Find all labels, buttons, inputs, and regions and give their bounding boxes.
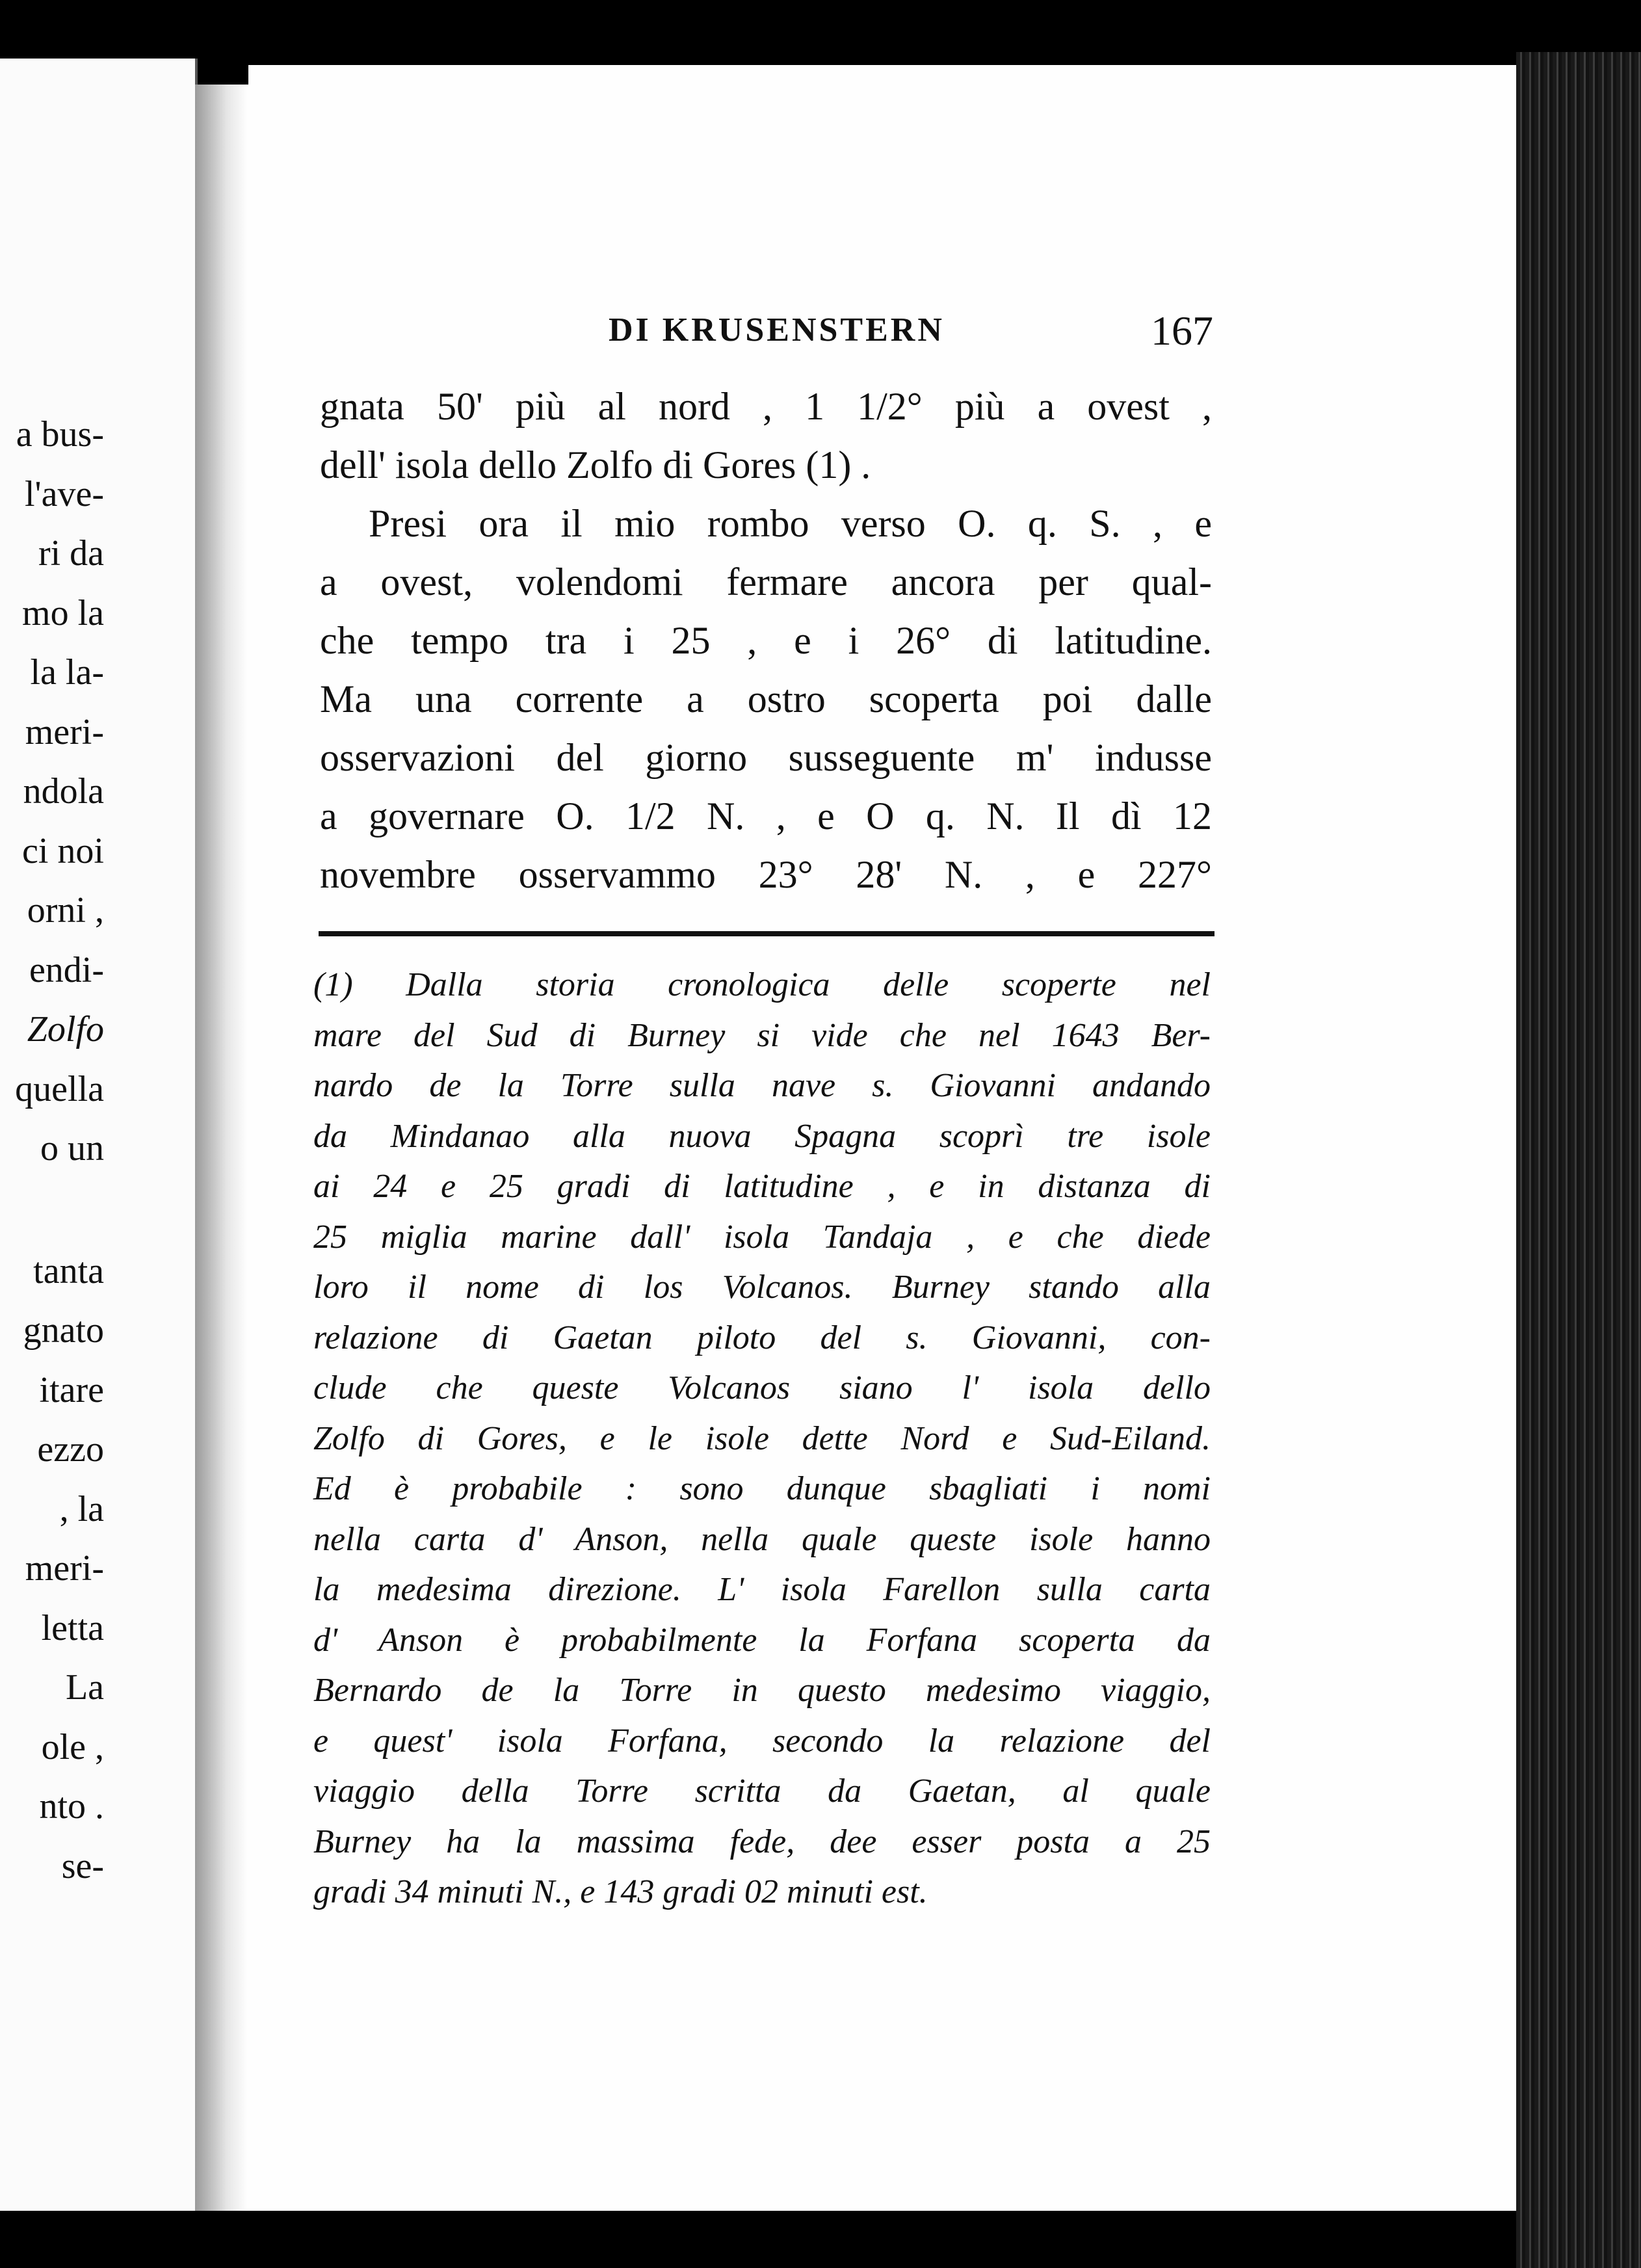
left-line: La (65, 1667, 104, 1708)
footnote-line: Burney ha la massima fede, dee esser posta a 25 (313, 1823, 1211, 1860)
footnote-line: relazione di Gaetan piloto del s. Giovanni, con- (313, 1319, 1211, 1356)
text-line: dell' isola dello Zolfo di Gores (1) . (320, 443, 871, 486)
footnote-line: Ed è probabile : sono dunque sbagliati i nomi (313, 1470, 1211, 1507)
footnote-line: d' Anson è probabilmente la Forfana scoperta da (313, 1621, 1211, 1659)
left-line: ndola (23, 771, 104, 811)
footnote-line: Zolfo di Gores, e le isole dette Nord e Sud-Eiland. (313, 1419, 1211, 1457)
left-line: endi- (29, 950, 104, 990)
left-line: ci noi (22, 831, 104, 871)
footnote-line: viaggio della Torre scritta da Gaetan, al quale (313, 1773, 1211, 1810)
left-line: o un (40, 1128, 104, 1168)
left-line: ri da (38, 533, 104, 574)
book-gutter (195, 85, 248, 2211)
left-line: tanta (33, 1251, 104, 1291)
footnote-line: 25 miglia marine dall' isola Tandaja , e che diede (313, 1218, 1211, 1256)
left-line: orni , (27, 890, 104, 930)
footnote-line: gradi 34 minuti N., e 143 gradi 02 minuti est. (313, 1873, 928, 1910)
left-line: se- (61, 1846, 104, 1886)
footnote-line: loro il nome di los Volcanos. Burney stando alla (313, 1269, 1211, 1306)
page-number: 167 (1151, 308, 1213, 354)
left-line: gnato (23, 1310, 104, 1351)
text-line: che tempo tra i 25 , e i 26° di latitudine. (320, 619, 1212, 662)
footnote-line: mare del Sud di Burney si vide che nel 1643 Ber- (313, 1016, 1211, 1054)
left-line: mo la (22, 593, 104, 633)
footnote-line: la medesima direzione. L' isola Farellon sulla carta (313, 1571, 1211, 1608)
left-line: nto . (39, 1786, 104, 1826)
left-line: meri- (25, 1548, 104, 1589)
footnote-line: nardo de la Torre sulla nave s. Giovanni andando (313, 1067, 1211, 1104)
footnote (313, 960, 1211, 1918)
left-line: meri- (25, 712, 104, 752)
running-title: DI KRUSENSTERN (609, 311, 945, 349)
left-line: quella (15, 1069, 104, 1109)
left-line: Zolfo (27, 1009, 104, 1049)
page-edges (1516, 52, 1641, 2268)
main-text (320, 377, 1212, 904)
text-line: Presi ora il mio rombo verso O. q. S. , e (369, 502, 1212, 545)
left-line: ezzo (37, 1429, 104, 1470)
text-line: Ma una corrente a ostro scoperta poi dalle (320, 678, 1212, 720)
footnote-line: Bernardo de la Torre in questo medesimo viaggio, (313, 1672, 1211, 1709)
footnote-rule (319, 931, 1214, 936)
left-line: letta (41, 1608, 104, 1648)
left-page-fragment (0, 59, 198, 2211)
text-line: novembre osservammo 23° 28' N. , e 227° (320, 853, 1212, 896)
left-line: ole , (41, 1727, 104, 1767)
text-line: gnata 50' più al nord , 1 1/2° più a ovest , (320, 385, 1212, 428)
running-header (322, 308, 1213, 356)
left-line: itare (39, 1370, 104, 1410)
text-line: a governare O. 1/2 N. , e O q. N. Il dì 12 (320, 795, 1212, 837)
footnote-line: da Mindanao alla nuova Spagna scoprì tre isole (313, 1117, 1211, 1155)
left-line: , la (59, 1489, 104, 1529)
footnote-line: ai 24 e 25 gradi di latitudine , e in distanza di (313, 1168, 1211, 1205)
footnote-line: e quest' isola Forfana, secondo la relazione del (313, 1722, 1211, 1760)
left-line: l'ave- (24, 474, 104, 514)
text-line: a ovest, volendomi fermare ancora per qual- (320, 560, 1212, 603)
footnote-line: clude che queste Volcanos siano l' isola dello (313, 1369, 1211, 1406)
left-line: la la- (30, 652, 104, 692)
left-line: a bus- (16, 414, 104, 455)
footnote-line: (1) Dalla storia cronologica delle scoperte nel (313, 966, 1211, 1003)
footnote-line: nella carta d' Anson, nella quale queste isole hanno (313, 1520, 1211, 1558)
text-line: osservazioni del giorno susseguente m' indusse (320, 736, 1212, 779)
